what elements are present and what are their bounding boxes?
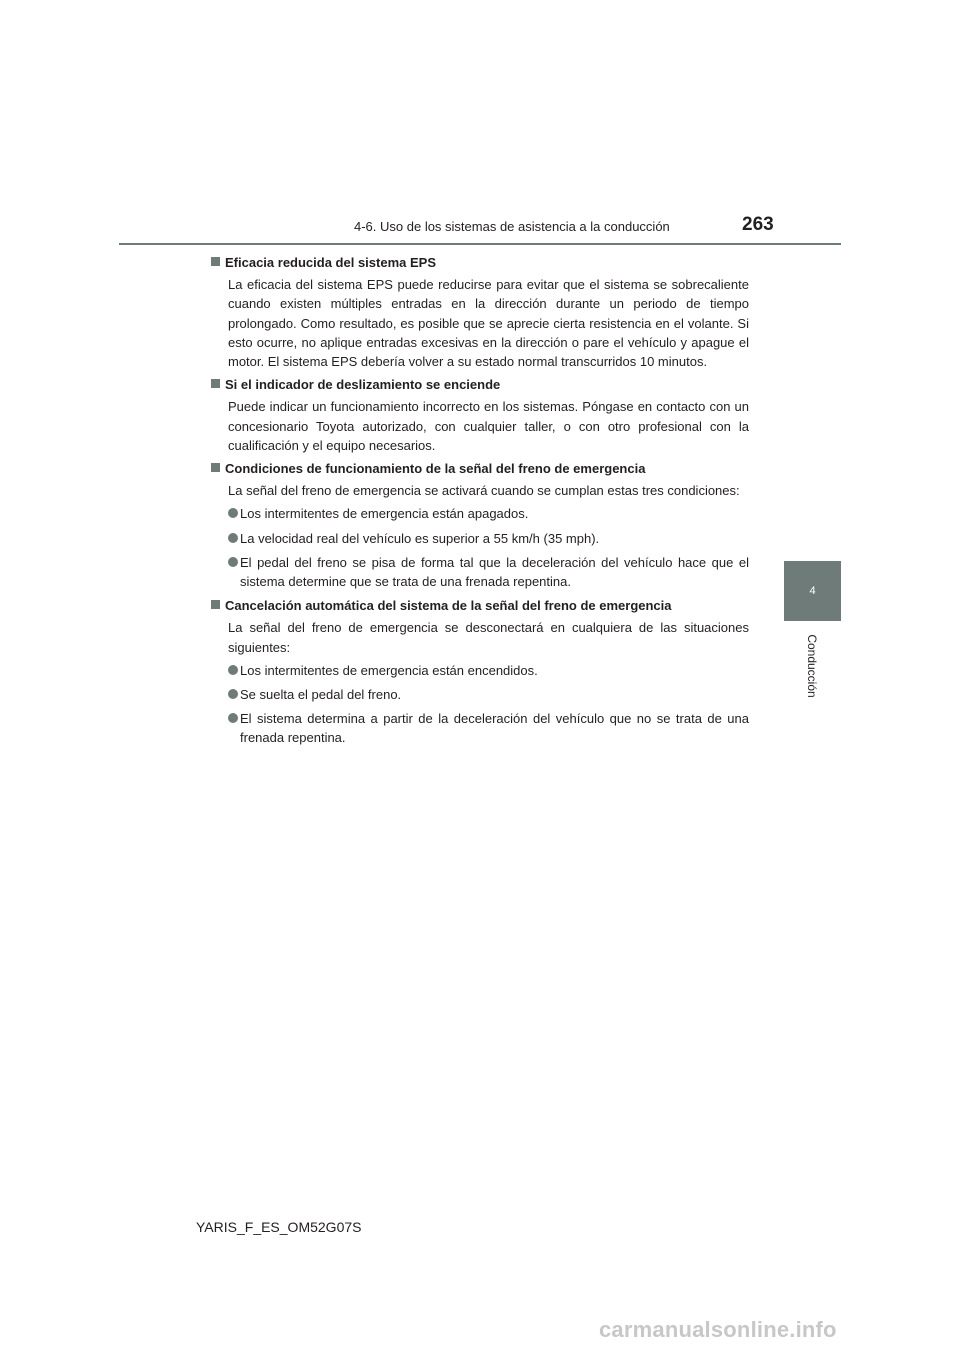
list-item (228, 661, 749, 680)
square-bullet-icon (211, 379, 220, 388)
section-paragraph: La señal del freno de emergencia se desconectará en cualquiera de las situaciones siguientes: (228, 620, 749, 655)
list-item-text: La velocidad real del vehículo es superior a 55 km/h (35 mph). (240, 530, 600, 546)
section-title (211, 375, 749, 394)
circle-bullet-icon (228, 689, 238, 699)
section-title-text: Eficacia reducida del sistema EPS (225, 255, 436, 270)
list-item-text: Los intermitentes de emergencia están apagados. (240, 506, 529, 522)
section-slip-indicator (211, 375, 749, 455)
section-paragraph: La eficacia del sistema EPS puede reducirse para evitar que el sistema se sobrecaliente cuando existen múltiples entradas en la dirección durante un periodo de tiempo prolongado. Como resultado, es posible que se aprecie cierta resistencia en el volante. Si esto ocurre, no aplique entradas excesivas en la dirección o pare el vehículo y apague el motor. El sistema EPS debería volver a su estado normal transcurridos 10 minutos. (228, 277, 749, 370)
list-item-text: El pedal del freno se pisa de forma tal que la deceleración del vehículo hace que el sistema determine que se trata de una frenada repentina. (240, 554, 749, 590)
list-item (228, 529, 749, 548)
section-emergency-brake-cancel (211, 596, 749, 747)
section-title (211, 253, 749, 272)
section-emergency-brake-conditions (211, 459, 749, 591)
circle-bullet-icon (228, 713, 238, 723)
list-item (228, 685, 749, 704)
section-paragraph: La señal del freno de emergencia se activará cuando se cumplan estas tres condiciones: (228, 483, 740, 499)
square-bullet-icon (211, 463, 220, 472)
chapter-number: 4 (809, 585, 816, 597)
circle-bullet-icon (228, 508, 238, 518)
section-title (211, 596, 749, 615)
list-item-text: El sistema determina a partir de la deceleración del vehículo que no se trata de una frenada repentina. (240, 711, 749, 746)
section-title-text: Cancelación automática del sistema de la señal del freno de emergencia (225, 598, 672, 614)
list-item-text: Los intermitentes de emergencia están encendidos. (240, 662, 538, 678)
page-number: 263 (742, 214, 774, 235)
watermark: carmanualsonline.info (599, 1317, 837, 1342)
circle-bullet-icon (228, 665, 238, 675)
section-title (211, 459, 749, 478)
header-divider (119, 243, 841, 245)
chapter-label: Conducción (805, 634, 819, 698)
list-item (228, 504, 749, 523)
section-title-text: Si el indicador de deslizamiento se enciende (225, 377, 501, 393)
list-item (228, 709, 749, 747)
list-item (228, 553, 749, 591)
section-title-text: Condiciones de funcionamiento de la señal del freno de emergencia (225, 461, 646, 477)
list-item-text: Se suelta el pedal del freno. (240, 687, 402, 703)
circle-bullet-icon (228, 533, 238, 543)
footer-doc-id: YARIS_F_ES_OM52G07S (196, 1219, 362, 1235)
square-bullet-icon (211, 600, 220, 609)
square-bullet-icon (211, 257, 220, 266)
section-paragraph: Puede indicar un funcionamiento incorrecto en los sistemas. Póngase en contacto con un concesionario Toyota autorizado, con cualquier taller, o con otro profesional con la cualificación y el equipo necesarios. (228, 399, 749, 453)
main-content (211, 253, 749, 753)
circle-bullet-icon (228, 557, 238, 567)
chapter-tab (784, 561, 841, 621)
header-section-title: 4-6. Uso de los sistemas de asistencia a la conducción (354, 219, 670, 234)
section-eps-efficiency (211, 253, 749, 371)
